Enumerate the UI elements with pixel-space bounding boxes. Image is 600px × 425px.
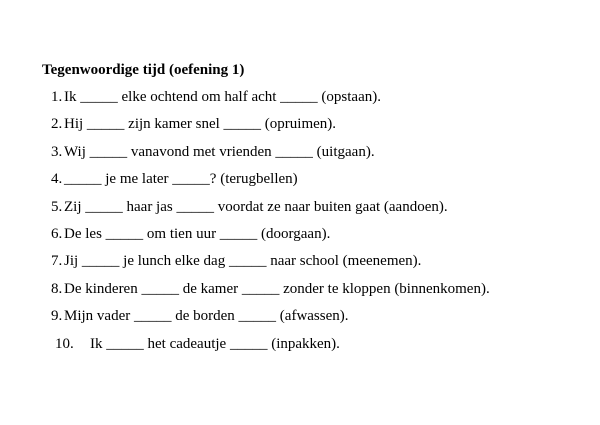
exercise-sentence: De kinderen _____ de kamer _____ zonder te kloppen (binnenkomen). — [64, 280, 490, 297]
exercise-sentence: _____ je me later _____? (terugbellen) — [64, 171, 298, 188]
exercise-sentence: Mijn vader _____ de borden _____ (afwassen). — [64, 308, 349, 325]
worksheet-title: Tegenwoordige tijd (oefening 1) — [42, 62, 245, 78]
exercise-item-2 — [0, 115, 600, 142]
exercise-item-8 — [0, 280, 600, 307]
exercise-sentence: Wij _____ vanavond met vrienden _____ (uitgaan). — [64, 143, 375, 160]
exercise-list — [0, 88, 600, 362]
exercise-number: 6. — [51, 225, 63, 242]
exercise-sentence: Ik _____ het cadeautje _____ (inpakken). — [90, 335, 340, 352]
exercise-item-1 — [0, 88, 600, 115]
exercise-number: 5. — [51, 198, 63, 215]
exercise-item-5 — [0, 198, 600, 225]
exercise-number: 1. — [51, 89, 63, 105]
exercise-number: 10. — [55, 335, 74, 352]
exercise-item-6 — [0, 225, 600, 252]
exercise-sentence: Jij _____ je lunch elke dag _____ naar school (meenemen). — [64, 253, 422, 270]
exercise-sentence: Ik _____ elke ochtend om half acht _____ (opstaan). — [64, 89, 381, 105]
exercise-item-3 — [0, 143, 600, 170]
exercise-sentence: De les _____ om tien uur _____ (doorgaan). — [64, 225, 331, 242]
exercise-sentence: Zij _____ haar jas _____ voordat ze naar buiten gaat (aandoen). — [64, 198, 448, 215]
exercise-item-9 — [0, 307, 600, 334]
exercise-sentence: Hij _____ zijn kamer snel _____ (opruimen). — [64, 116, 337, 133]
exercise-item-7 — [0, 252, 600, 279]
exercise-number: 9. — [51, 308, 63, 325]
exercise-number: 2. — [51, 116, 63, 133]
exercise-number: 3. — [51, 143, 63, 160]
exercise-item-10 — [0, 335, 600, 362]
exercise-number: 8. — [51, 280, 63, 297]
exercise-number: 7. — [51, 253, 63, 270]
exercise-number: 4. — [51, 171, 63, 188]
exercise-item-4 — [0, 170, 600, 197]
